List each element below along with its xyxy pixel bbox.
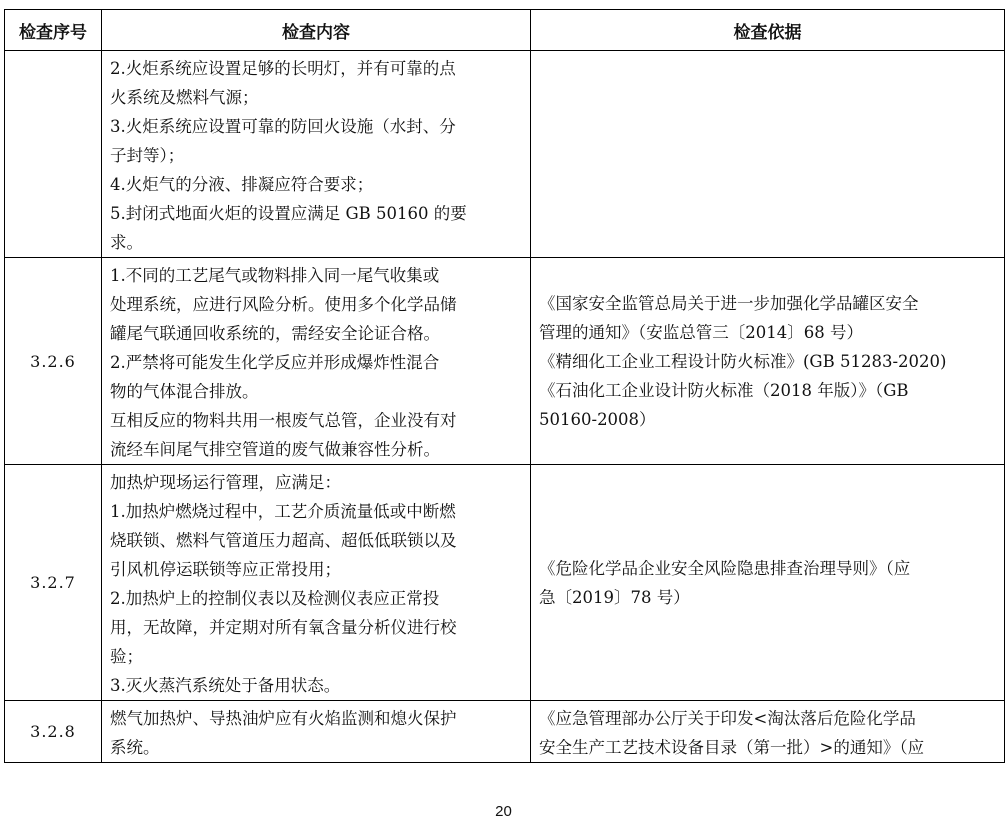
content-line: 2.严禁将可能发生化学反应并形成爆炸性混合 (110, 353, 440, 372)
content-line: 互相反应的物料共用一根废气总管，企业没有对 (110, 411, 457, 430)
content-line: 2.加热炉上的控制仪表以及检测仪表应正常投 (110, 589, 440, 608)
table-row (5, 701, 1005, 763)
content-line: 1.不同的工艺尾气或物料排入同一尾气收集或 (110, 266, 440, 285)
row-seq: 3.2.7 (5, 465, 102, 701)
basis-line: 《应急管理部办公厅关于印发<淘汰落后危险化学品 (539, 709, 916, 728)
basis-line: 安全生产工艺技术设备目录（第一批）>的通知》（应 (539, 738, 925, 757)
basis-line: 管理的通知》（安监总管三〔2014〕68 号） (539, 322, 863, 342)
row-seq: 3.2.6 (5, 258, 102, 465)
header-content: 检查内容 (102, 10, 531, 51)
content-line: 处理系统，应进行风险分析。使用多个化学品储 (110, 295, 457, 314)
basis-line: 50160-2008） (539, 409, 656, 429)
content-line: 火系统及燃料气源； (110, 88, 259, 107)
row-seq (5, 51, 102, 258)
basis-line: 急〔2019〕78 号） (539, 587, 690, 607)
header-seq: 检查序号 (5, 10, 102, 51)
content-line: 1.加热炉燃烧过程中，工艺介质流量低或中断燃 (110, 502, 456, 521)
table-row (5, 465, 1005, 701)
content-line: 验； (110, 647, 143, 666)
content-line: 流经车间尾气排空管道的废气做兼容性分析。 (110, 440, 440, 459)
row-basis (531, 465, 1005, 701)
table-row (5, 51, 1005, 258)
content-line: 烧联锁、燃料气管道压力超高、超低低联锁以及 (110, 531, 457, 550)
content-line: 物的气体混合排放。 (110, 382, 259, 401)
basis-line: 《危险化学品企业安全风险隐患排查治理导则》（应 (539, 558, 911, 578)
content-line: 燃气加热炉、导热油炉应有火焰监测和熄火保护 (110, 709, 457, 728)
content-line: 加热炉现场运行管理，应满足： (110, 473, 341, 492)
content-line: 5.封闭式地面火炬的设置应满足 GB 50160 的要 (110, 204, 467, 223)
basis-line: 《精细化工企业工程设计防火标准》(GB 51283-2020) (539, 351, 947, 371)
basis-line: 《国家安全监管总局关于进一步加强化学品罐区安全 (539, 293, 919, 313)
content-line: 罐尾气联通回收系统的，需经安全论证合格。 (110, 324, 440, 343)
content-line: 子封等）； (110, 146, 185, 165)
row-content (102, 465, 531, 701)
row-content (102, 701, 531, 763)
inspection-table (4, 9, 1005, 763)
content-line: 系统。 (110, 738, 160, 757)
row-basis (531, 51, 1005, 258)
content-line: 2.火炬系统应设置足够的长明灯，并有可靠的点 (110, 59, 456, 78)
page-number: 20 (495, 803, 512, 820)
row-content (102, 258, 531, 465)
header-basis: 检查依据 (531, 10, 1005, 51)
content-line: 3.火炬系统应设置可靠的防回火设施（水封、分 (110, 117, 456, 136)
content-line: 求。 (110, 233, 143, 252)
row-content (102, 51, 531, 258)
content-line: 3.灭火蒸汽系统处于备用状态。 (110, 676, 341, 695)
row-basis (531, 258, 1005, 465)
basis-line: 《石油化工企业设计防火标准（2018 年版）》（GB (539, 380, 909, 400)
content-line: 4.火炬气的分液、排凝应符合要求； (110, 175, 374, 194)
content-line: 引风机停运联锁等应正常投用； (110, 560, 341, 579)
content-line: 用，无故障，并定期对所有氧含量分析仪进行校 (110, 618, 457, 637)
row-basis (531, 701, 1005, 763)
table-row (5, 258, 1005, 465)
table-header-row (5, 10, 1005, 51)
row-seq: 3.2.8 (5, 701, 102, 763)
